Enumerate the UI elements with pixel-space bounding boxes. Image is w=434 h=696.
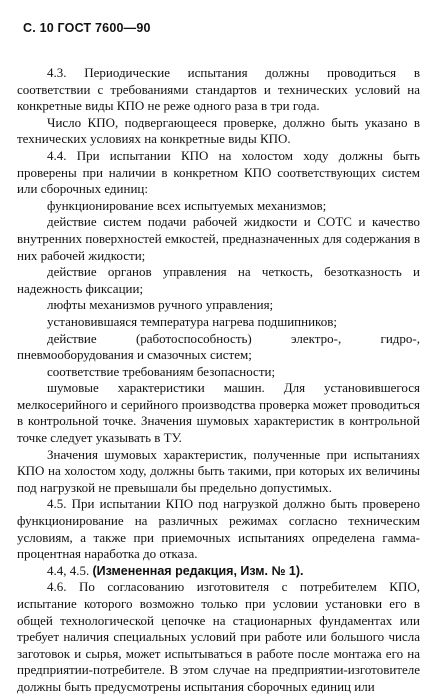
page-header: С. 10 ГОСТ 7600—90 xyxy=(23,21,151,35)
list-item: действие (работоспособность) электро-, гидро-, пневмооборудования и смазочных систем; xyxy=(17,330,420,363)
list-item: функционирование всех испытуемых механизмов; xyxy=(47,197,327,213)
paragraph-4-6: 4.6. По согласованию изготовителя с потребителем КПО, испытание которого возможно только при условии установки его в общей технологической цепочке на стационарных фундаментах или требует наличия специальных условий при работе или большого числа заготовок и сырья, может испытываться в работе после монтажа его на предприятии-потребителе. В этом случае на предприятии-изготовителе должны быть предусмотрены испытания сборочных единиц или xyxy=(17,579,420,694)
paragraph: Значения шумовых характеристик, полученные при испытаниях КПО на холостом ходу, должны быть такими, при которых их величины под нагрузкой не превышали бы предельно допустимых. xyxy=(17,446,420,495)
list-item: действие органов управления на четкость, безотказность и надежность фиксации; xyxy=(17,264,420,296)
list-item: люфты механизмов ручного управления; xyxy=(47,297,274,313)
amendment-prefix: 4.4, 4.5. xyxy=(47,562,93,578)
list-item: соответствие требованиям безопасности; xyxy=(47,363,276,379)
paragraph-4-3: 4.3. Периодические испытания должны проводиться в соответствии с требованиями стандартов и технических условий на конкретные виды КПО не реже одного раза в три года. xyxy=(17,65,420,114)
list-item: действие систем подачи рабочей жидкости и СОТС и качество внутренних поверхностей емкостей, предназначенных для содержания в них рабочей жидкости; xyxy=(17,214,420,263)
amendment-bold: (Измененная редакция, Изм. № 1). xyxy=(92,563,304,578)
paragraph: Число КПО, подвергающееся проверке, должно быть указано в технических условиях на конкретные виды КПО. xyxy=(17,114,420,147)
document-body xyxy=(17,65,420,696)
list-item: шумовые характеристики машин. Для установившегося мелкосерийного и серийного производства проверка может проводиться в контрольной точке. Значения шумовых характеристик в контрольной точке следует указывать в ТУ. xyxy=(17,380,420,446)
list-item: установившаяся температура нагрева подшипников; xyxy=(47,313,337,329)
paragraph-4-5: 4.5. При испытании КПО под нагрузкой должно быть проверено функционирование на различных режимах согласно техническим условиям, а также при приемочных испытаниях определена гамма-процентная наработка до отказа. xyxy=(17,496,420,562)
paragraph-4-4: 4.4. При испытании КПО на холостом ходу должны быть проверены при наличии в конкретном КПО соответствующих систем или сборочных единиц: xyxy=(17,147,420,197)
amendment-note xyxy=(17,563,420,580)
